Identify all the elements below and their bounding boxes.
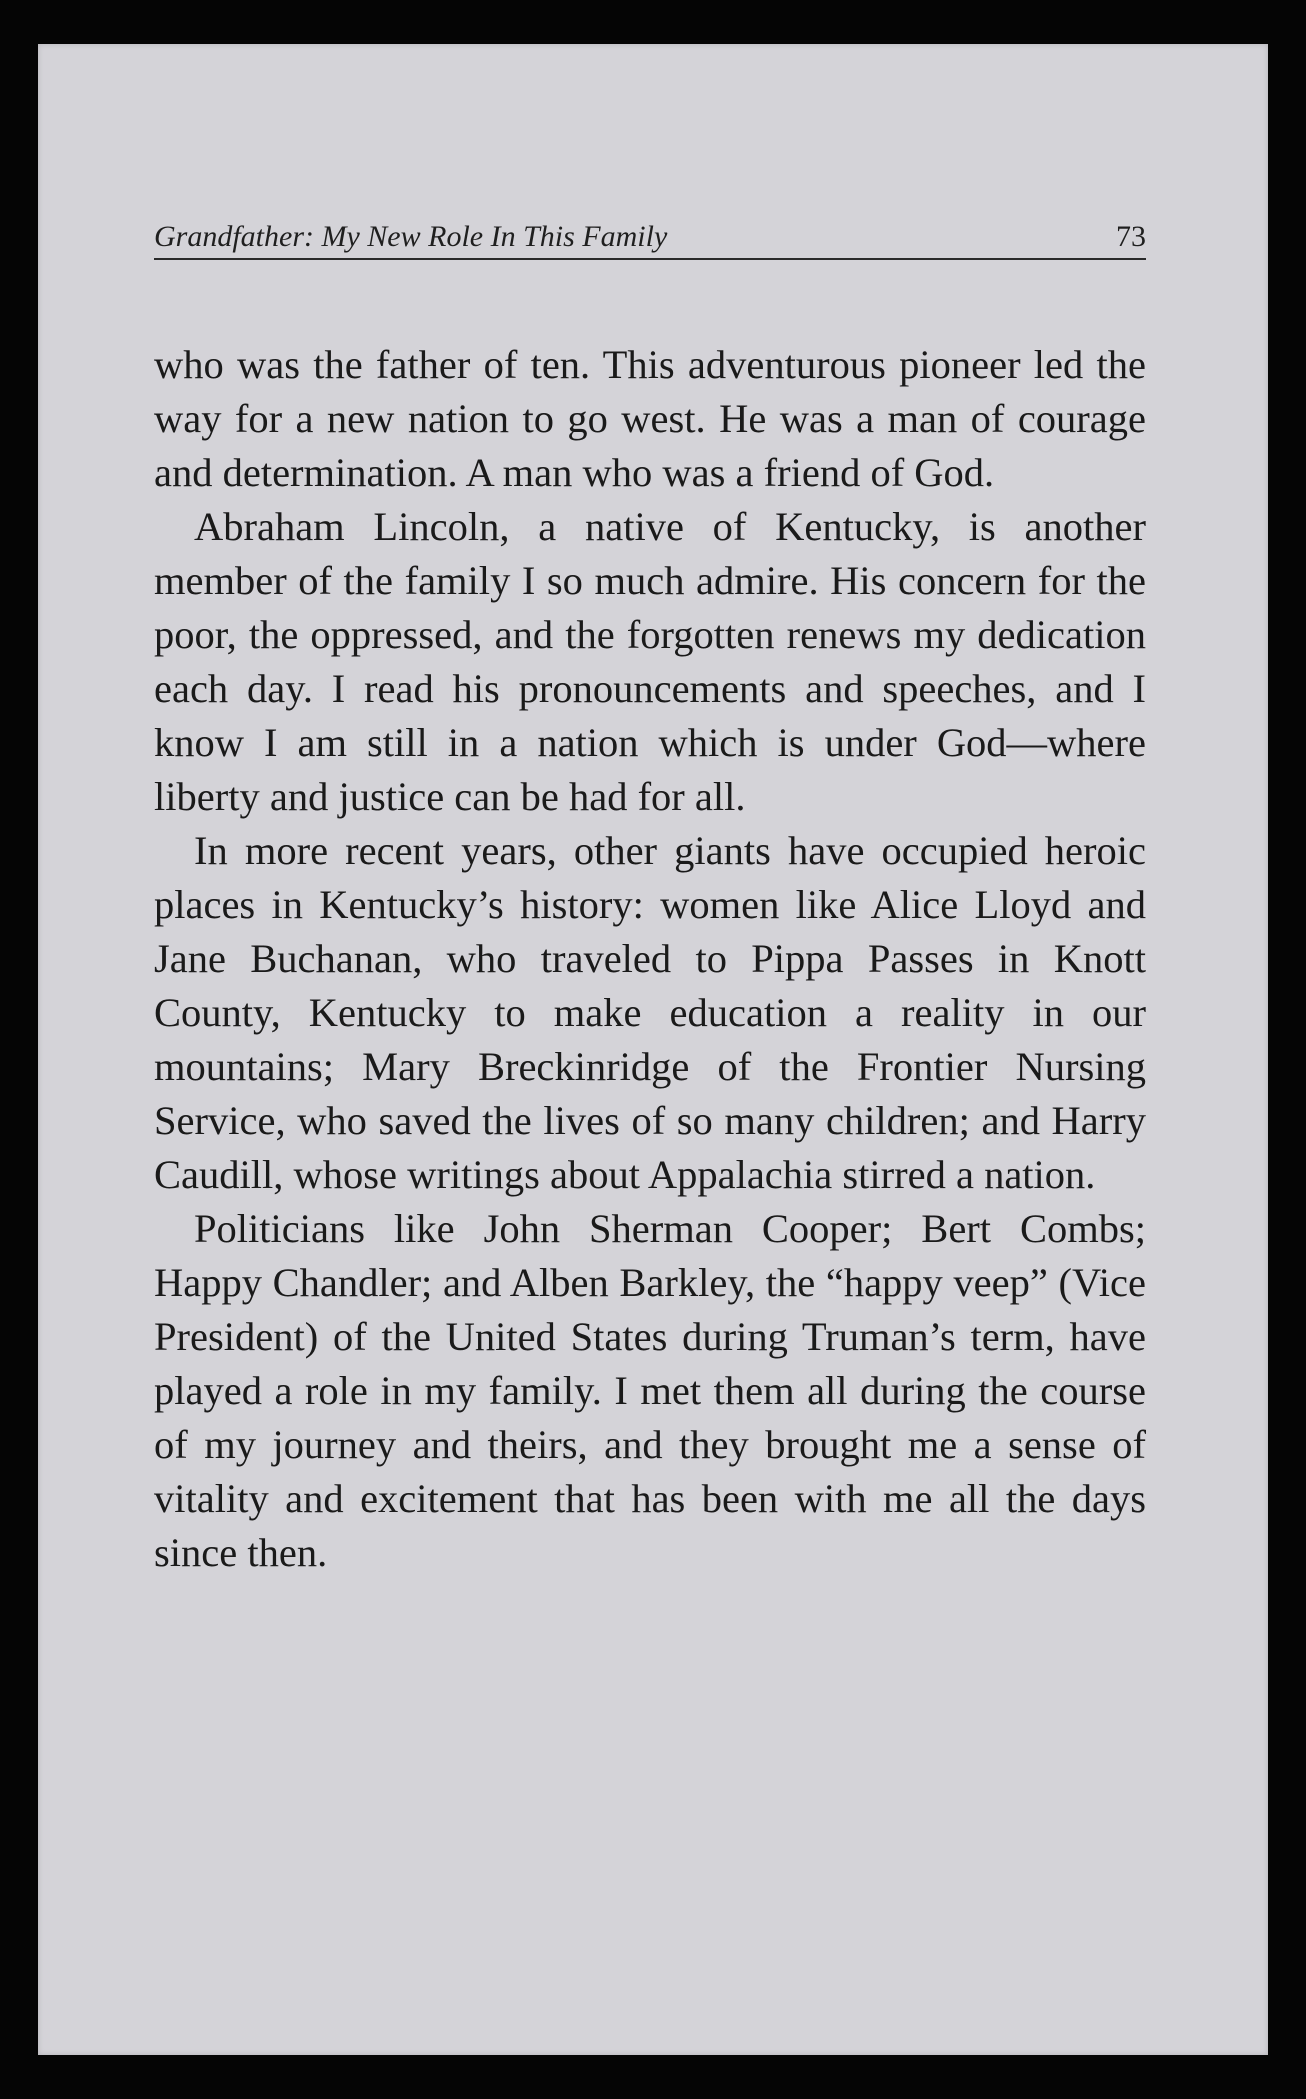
body-text (154, 338, 1146, 1580)
paragraph-2: Abraham Lincoln, a native of Kentucky, is another member of the family I so much admire. His concern for the poor, the oppressed, and the forgotten renews my dedication each day. I read his pronouncements and speeches, and I know I am still in a nation which is under God—where liberty and justice can be had for all. (154, 504, 1146, 819)
paragraph-1: who was the father of ten. This adventurous pioneer led the way for a new nation to go west. He was a man of courage and determination. A man who was a friend of God. (154, 342, 1146, 495)
paragraph-3: In more recent years, other giants have occupied heroic places in Kentucky’s history: women like Alice Lloyd and Jane Buchanan, who traveled to Pippa Passes in Knott County, Kentucky to make education a reality in our mountains; Mary Breckinridge of the Frontier Nursing Service, who saved the lives of so many children; and Harry Caudill, whose writings about Appalachia stirred a nation. (154, 828, 1146, 1197)
chapter-title: Grandfather: My New Role In This Family (154, 220, 668, 253)
page-number: 73 (1116, 220, 1146, 253)
running-header (154, 218, 1146, 260)
paragraph-4: Politicians like John Sherman Cooper; Bert Combs; Happy Chandler; and Alben Barkley, the “happy veep” (Vice President) of the United States during Truman’s term, have played a role in my family. I met them all during the course of my journey and theirs, and they brought me a sense of vitality and excitement that has been with me all the days since then. (154, 1206, 1146, 1575)
